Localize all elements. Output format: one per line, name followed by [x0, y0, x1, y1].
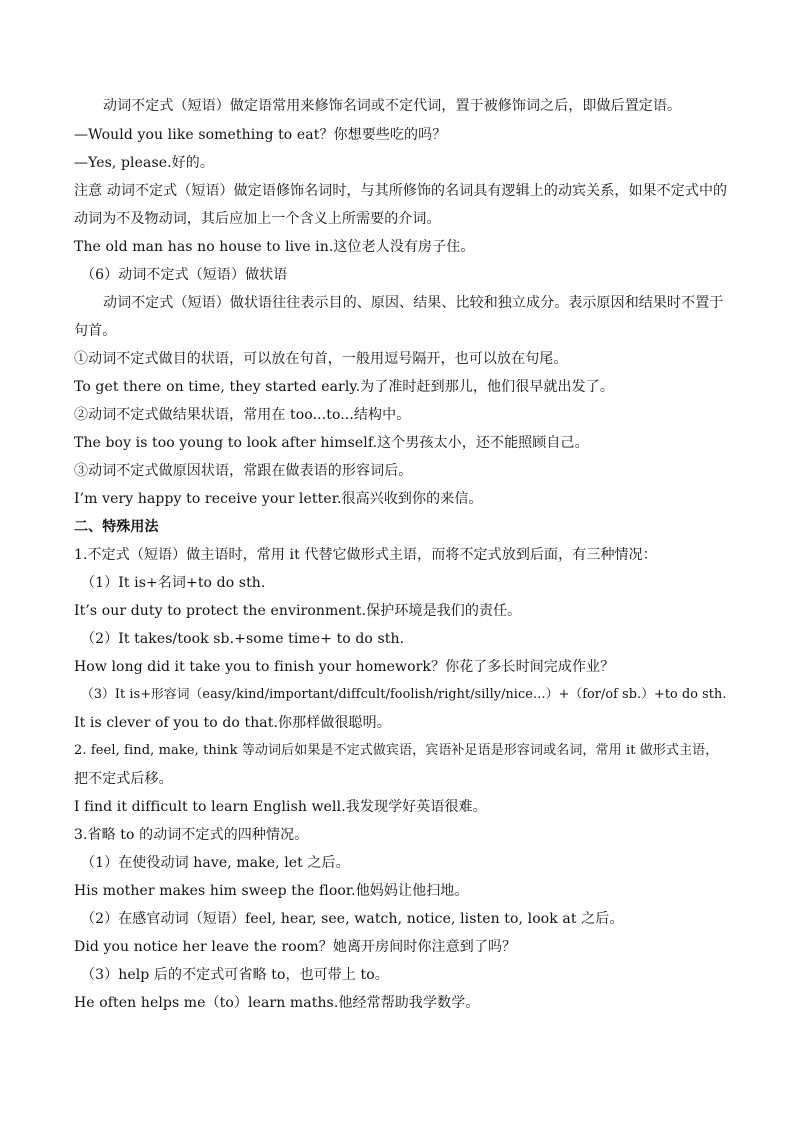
example-sentence: His mother makes him sweep the floor.他妈妈让他扫地。 — [74, 883, 469, 899]
rule-result: ②动词不定式做结果状语，常用在 too...to...结构中。 — [74, 407, 411, 423]
example-sentence: The boy is too young to look after himself.这个男孩太小，还不能照顾自己。 — [74, 435, 589, 451]
example-sentence: To get there on time, they started early.为了准时赶到那儿，他们很早就出发了。 — [74, 379, 614, 395]
example-sentence: The old man has no house to live in.这位老人没有房子住。 — [74, 239, 475, 255]
note-line-2: 动词为不及物动词，其后应加上一个含义上所需要的介词。 — [74, 211, 441, 227]
rule-formal-subject: 1.不定式（短语）做主语时，常用 it 代替它做形式主语，而将不定式放到后面，有三种情况： — [74, 547, 657, 563]
omit-case-2: （2）在感官动词（短语）feel, hear, see, watch, notice, listen to, look at 之后。 — [81, 911, 624, 927]
section-heading-adverbial: （6）动词不定式（短语）做状语 — [81, 267, 288, 283]
example-dialogue-question: —Would you like something to eat？你想要些吃的吗？ — [74, 127, 447, 143]
pattern-2: （2）It takes/took sb.+some time+ to do sth. — [81, 631, 405, 647]
note-line-1: 注意 动词不定式（短语）做定语修饰名词时，与其所修饰的名词具有逻辑上的动宾关系，如果不定式中的 — [74, 183, 728, 199]
example-sentence: It’s our duty to protect the environment.保护环境是我们的责任。 — [74, 603, 522, 619]
paragraph-adverbial-line-1: 动词不定式（短语）做状语往往表示目的、原因、结果、比较和独立成分。表示原因和结果时不置于 — [103, 295, 724, 311]
section-heading-special-usage: 二、特殊用法 — [74, 519, 159, 535]
paragraph-adverbial-line-2: 句首。 — [74, 323, 117, 339]
pattern-1: （1）It is+名词+to do sth. — [81, 575, 266, 591]
example-sentence: I’m very happy to receive your letter.很高兴收到你的来信。 — [74, 491, 483, 507]
rule-purpose: ①动词不定式做目的状语，可以放在句首，一般用逗号隔开，也可以放在句尾。 — [74, 351, 568, 367]
example-sentence: He often helps me（to）learn maths.他经常帮助我学数学。 — [74, 995, 480, 1011]
paragraph-attributive: 动词不定式（短语）做定语常用来修饰名词或不定代词，置于被修饰词之后，即做后置定语。 — [103, 98, 682, 114]
rule-omit-to: 3.省略 to 的动词不定式的四种情况。 — [74, 827, 309, 843]
rule-reason: ③动词不定式做原因状语，常跟在做表语的形容词后。 — [74, 463, 413, 479]
rule-formal-object-line-1: 2. feel, find, make, think 等动词后如果是不定式做宾语，宾语补足语是形容词或名词，常用 it 做形式主语， — [74, 743, 719, 758]
pattern-3: （3）It is+形容词（easy/kind/important/diffcult/foolish/right/silly/nice…）+（for/of sb.）+to do sth. — [81, 687, 727, 702]
omit-case-1: （1）在使役动词 have, make, let 之后。 — [81, 855, 350, 871]
example-dialogue-answer: —Yes, please.好的。 — [74, 155, 214, 171]
rule-formal-object-line-2: 把不定式后移。 — [74, 771, 173, 787]
example-sentence: I find it difficult to learn English well.我发现学好英语很难。 — [74, 799, 487, 815]
example-sentence: Did you notice her leave the room？她离开房间时你注意到了吗？ — [74, 939, 517, 955]
example-sentence: How long did it take you to finish your homework？你花了多长时间完成作业？ — [74, 659, 615, 675]
omit-case-3: （3）help 后的不定式可省略 to，也可带上 to。 — [81, 967, 389, 983]
example-sentence: It is clever of you to do that.你那样做很聪明。 — [74, 715, 391, 731]
